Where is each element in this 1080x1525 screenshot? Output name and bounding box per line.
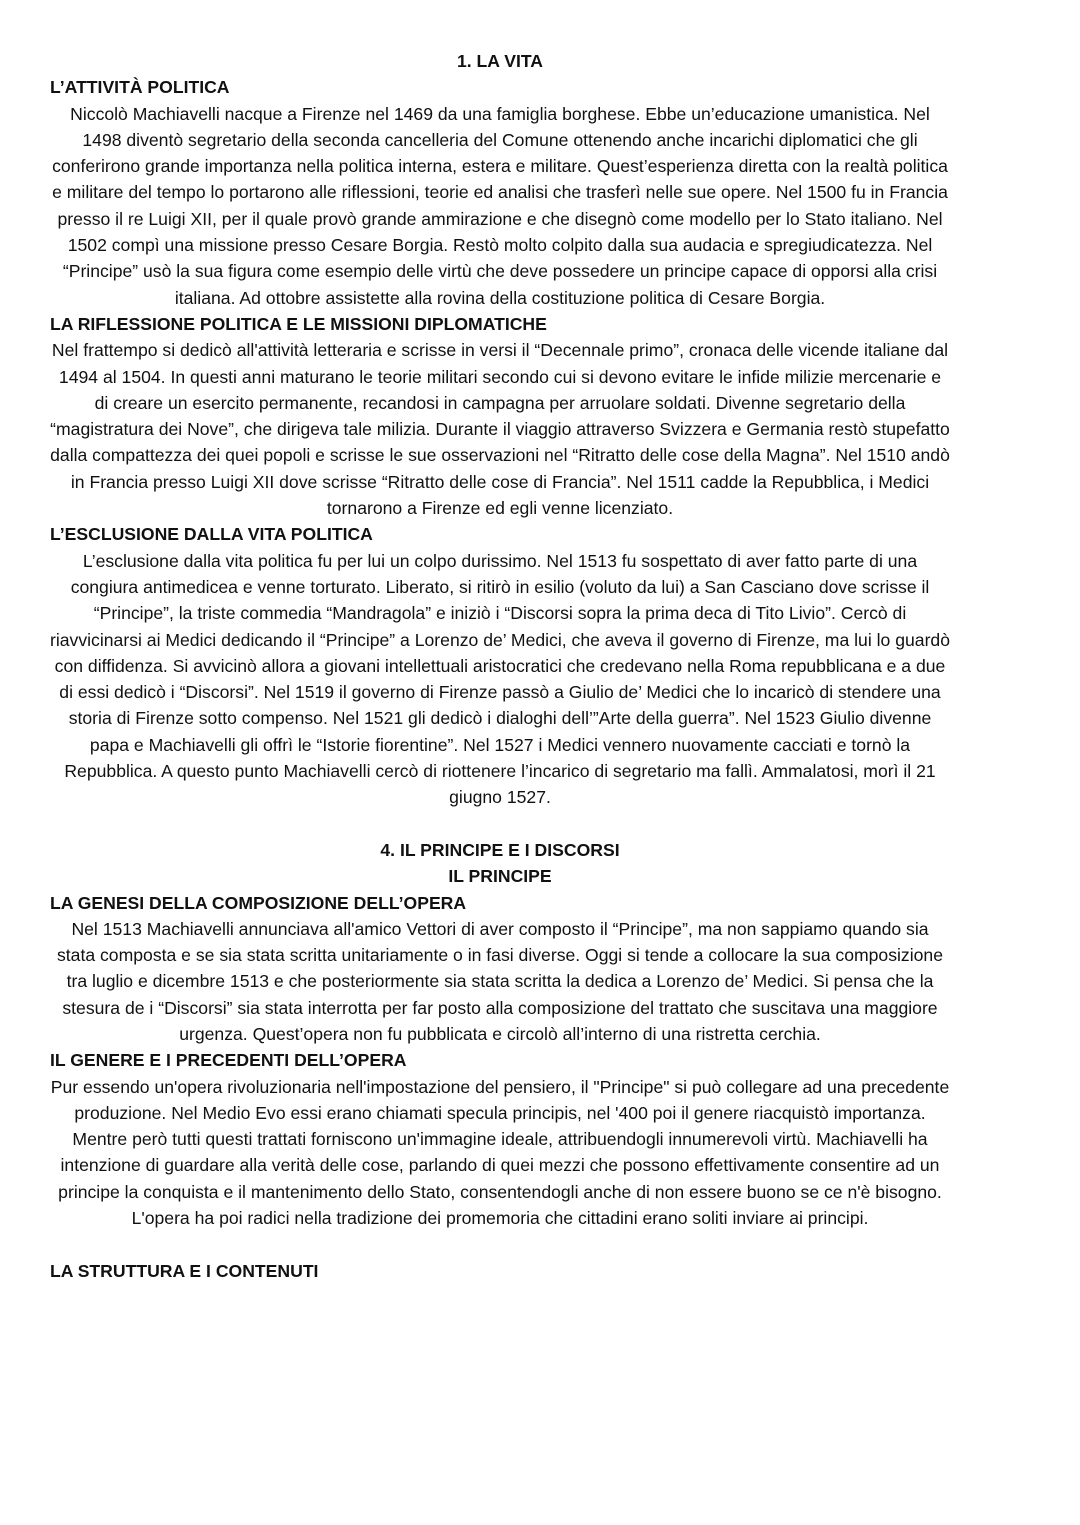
- paragraph-genesi-composizione: Nel 1513 Machiavelli annunciava all'amico Vettori di aver composto il “Principe”, ma non sappiamo quando sia stata composta e se sia stata scritta unitariamente o in fasi diverse. Oggi si tende a collocare la sua composizione tra luglio e dicembre 1513 e che posteriormente sia stata scritta la dedica a Lorenzo de’ Medici. Si pensa che la stesura de i “Discorsi” sia stata interrotta per far posto alla composizione del trattato che suscitava una maggiore urgenza. Quest’opera non fu pubblicata e circolò all’interno di una ristretta cerchia.: [56, 918, 943, 1044]
- section-subtitle-principe: IL PRINCIPE: [448, 866, 552, 887]
- heading-esclusione-vita-politica: L’ESCLUSIONE DALLA VITA POLITICA: [50, 524, 373, 545]
- paragraph-attivita-politica: Niccolò Machiavelli nacque a Firenze nel 1469 da una famiglia borghese. Ebbe un’educazione umanistica. Nel 1498 diventò segretario della seconda cancelleria del Comune ottenendo anche incarichi diplomatici che gli conferirono grande importanza nella politica interna, estera e militare. Quest’esperienza diretta con la realtà politica e militare del tempo lo portarono alle riflessioni, teorie ed analisi che trasferì nelle sue opere. Nel 1500 fu in Francia presso il re Luigi XII, per il quale provò grande ammirazione e che disegnò come modello per lo Stato italiano. Nel 1502 compì una missione presso Cesare Borgia. Restò molto colpito dalla sua audacia e spregiudicatezza. Nel “Principe” usò la sua figura come esempio delle virtù che deve possedere un principe capace di opporsi alla crisi italiana. Ad ottobre assistette alla rovina della costituzione politica di Cesare Borgia.: [52, 103, 948, 308]
- heading-attivita-politica: L’ATTIVITÀ POLITICA: [50, 77, 230, 98]
- paragraph-genere-precedenti: Pur essendo un'opera rivoluzionaria nell'impostazione del pensiero, il "Principe" si può collegare ad una precedente produzione. Nel Medio Evo essi erano chiamati specula principis, nel '400 poi il genere riacquistò importanza. Mentre però tutti questi trattati forniscono un'immagine ideale, attribuendogli innumerevoli virtù. Machiavelli ha intenzione di guardare alla verità delle cose, parlando di quei mezzi che possono effettivamente consentire ad un principe la conquista e il mantenimento dello Stato, consentendogli anche di non essere buono se ce n'è bisogno. L'opera ha poi radici nella tradizione dei promemoria che cittadini erano soliti inviare ai principi.: [50, 1076, 950, 1229]
- heading-genesi-composizione: LA GENESI DELLA COMPOSIZIONE DELL’OPERA: [50, 892, 467, 913]
- paragraph-riflessione-politica: Nel frattempo si dedicò all'attività letteraria e scrisse in versi il “Decennale primo”, cronaca delle vicende italiane dal 1494 al 1504. In questi anni maturano le teorie militari secondo cui si devono evitare le infide milizie mercenarie e di creare un esercito permanente, recandosi in campagna per arruolare soldati. Divenne segretario della “magistratura dei Nove”, che dirigeva tale milizia. Durante il viaggio attraverso Svizzera e Germania restò stupefatto dalla compattezza dei quei popoli e scrisse le sue osservazioni nel “Ritratto delle cose della Magna”. Nel 1510 andò in Francia presso Luigi XII dove scrisse “Ritratto delle cose di Francia”. Nel 1511 cadde la Repubblica, i Medici tornarono a Firenze ed egli venne licenziato.: [50, 340, 950, 519]
- paragraph-esclusione-vita-politica: L’esclusione dalla vita politica fu per lui un colpo durissimo. Nel 1513 fu sospettato di aver fatto parte di una congiura antimedicea e venne torturato. Liberato, si ritirò in esilio (voluto da lui) a San Casciano dove scrisse il “Principe”, la triste commedia “Mandragola” e iniziò i “Discorsi sopra la prima deca di Tito Livio”. Cercò di riavvicinarsi ai Medici dedicando il “Principe” a Lorenzo de’ Medici, che aveva il governo di Firenze, ma lui lo guardò con diffidenza. Si avvicinò allora a giovani intellettuali aristocratici che credevano nella Roma repubblicana e a due di essi dedicò i “Discorsi”. Nel 1519 il governo di Firenze passò a Giulio de’ Medici che lo incaricò di stendere una storia di Firenze sotto compenso. Nel 1521 gli dedicò i dialoghi dell’”Arte della guerra”. Nel 1523 Giulio divenne papa e Machiavelli gli offrì le “Istorie fiorentine”. Nel 1527 i Medici vennero nuovamente cacciati e tornò la Repubblica. A questo punto Machiavelli cercò di riottenere l’incarico di segretario ma fallì. Ammalatosi, morì il 21 giugno 1527.: [50, 550, 950, 808]
- spacer: [50, 811, 950, 837]
- heading-genere-precedenti: IL GENERE E I PRECEDENTI DELL’OPERA: [50, 1050, 407, 1071]
- heading-riflessione-politica: LA RIFLESSIONE POLITICA E LE MISSIONI DIPLOMATICHE: [50, 313, 547, 334]
- spacer: [50, 1231, 950, 1257]
- section-title-la-vita: 1. LA VITA: [456, 51, 544, 71]
- heading-struttura-contenuti: LA STRUTTURA E I CONTENUTI: [50, 1260, 319, 1281]
- document-page: [50, 48, 950, 1284]
- section-title-principe-discorsi: 4. IL PRINCIPE E I DISCORSI: [380, 839, 620, 860]
